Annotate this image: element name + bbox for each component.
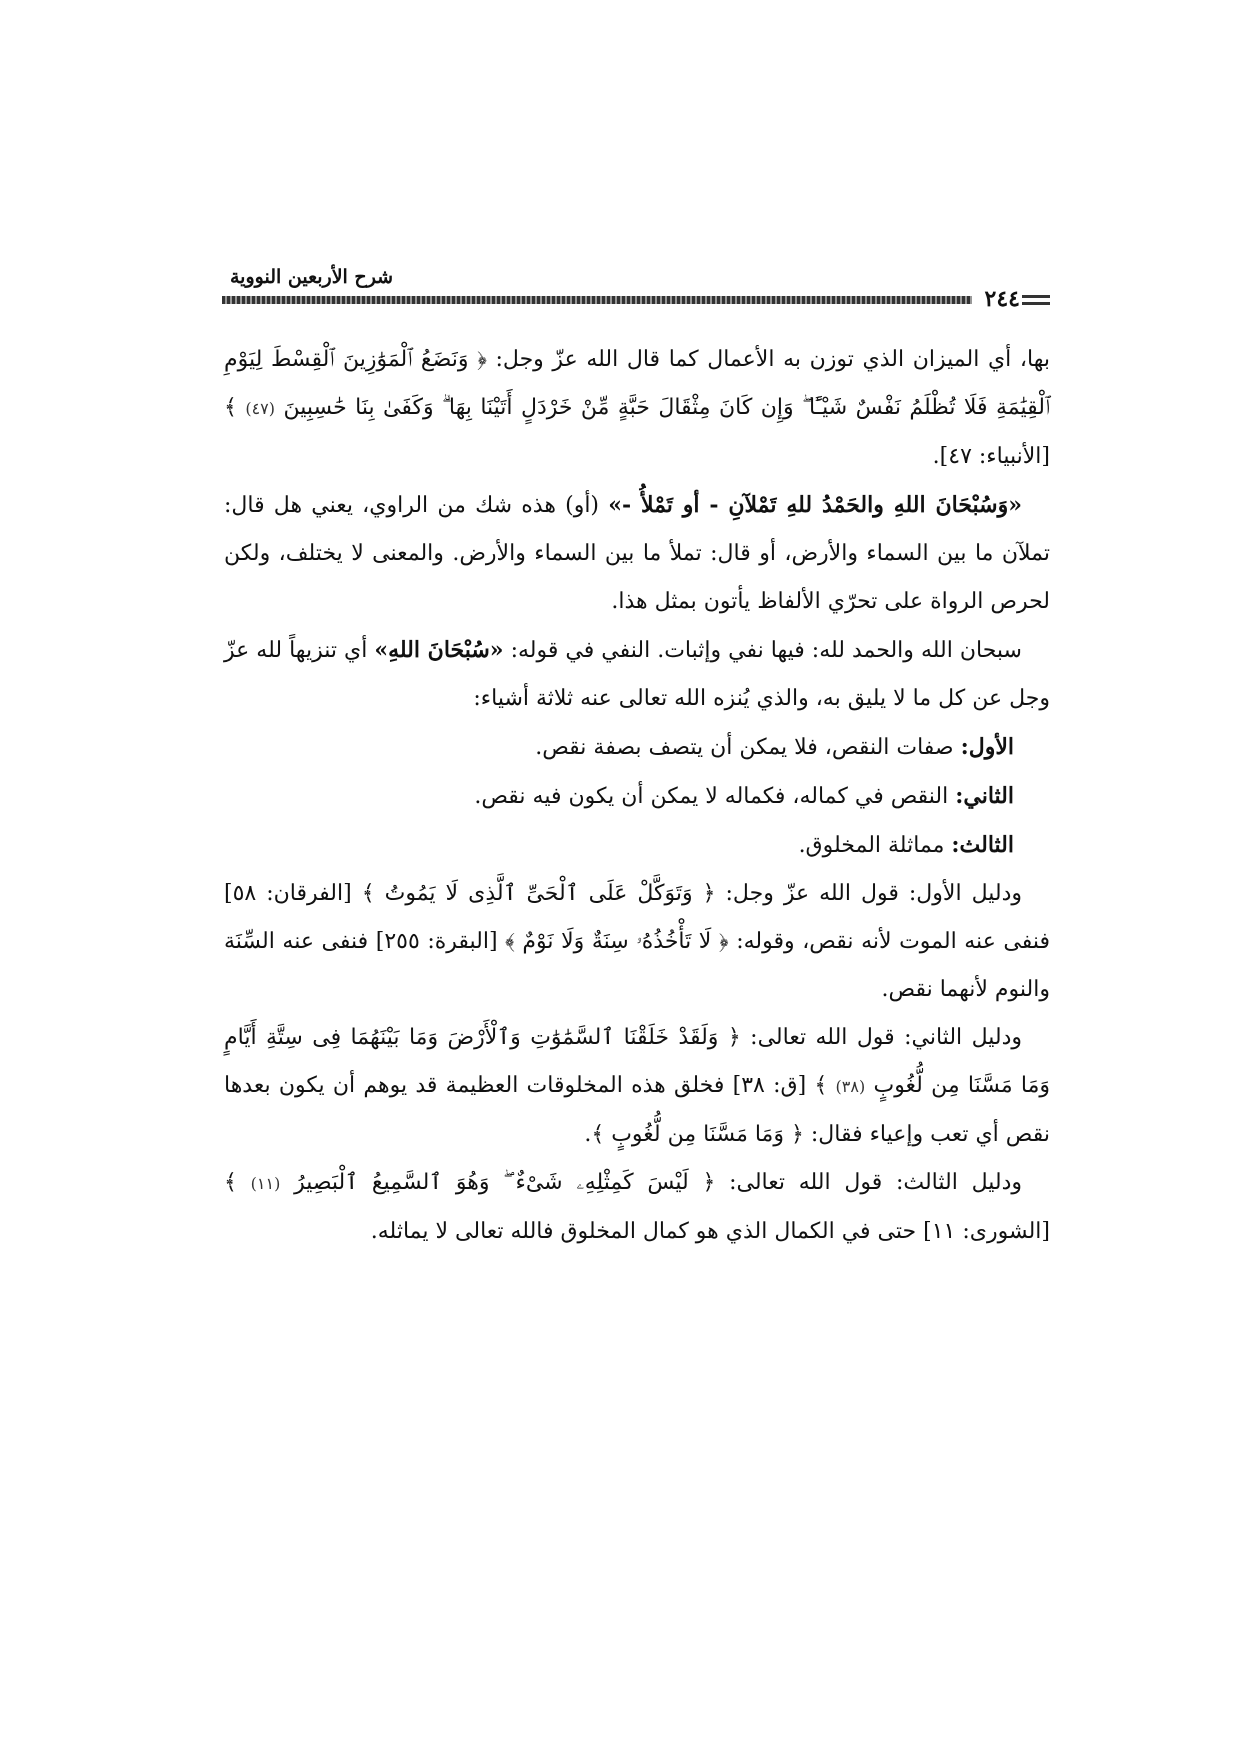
paragraph-third-proof [224, 1159, 1050, 1256]
quran-verse: ﴿ وَنَضَعُ ٱلْمَوَٰزِينَ ٱلْقِسْطَ لِيَوْمِ ٱلْقِيَٰمَةِ فَلَا تُظْلَمُ نَفْسٌ شَيْـًٔا ۖ وَإِن كَانَ مِثْقَالَ حَبَّةٍ مِّنْ خَرْدَلٍ أَتَيْنَا بِهَا ۗ وَكَفَىٰ بِنَا حَٰسِبِينَ [224, 347, 1050, 420]
paragraph-first-proof [224, 870, 1050, 1014]
list-item-label: الثالث: [951, 832, 1014, 858]
paragraph-text: ودليل الثاني: قول الله تعالى: [740, 1025, 1022, 1050]
page-body [224, 336, 1050, 1256]
verse-reference: ﴾ [الشورى: ١١] حتى في الكمال الذي هو كمال المخلوق فالله تعالى لا يماثله. [224, 1170, 1050, 1244]
paragraph-text: . [584, 1122, 592, 1147]
paragraph-subhan-hadith [224, 481, 1050, 626]
quran-verse: ﴿ وَمَا مَسَّنَا مِن لُّغُوبٍ ﴾ [591, 1122, 804, 1147]
paragraph-text: سبحان الله والحمد لله: فيها نفي وإثبات. النفي في قوله: [503, 638, 1022, 663]
book-title: شرح الأربعين النووية [230, 266, 394, 288]
list-item-third [224, 821, 1050, 870]
paragraph-text: ﴾ [ق: ٣٨] فخلق هذه المخلوقات العظيمة قد يوهم أن يكون بعدها نقص أي تعب وإعياء فقال: [224, 1073, 1050, 1147]
paragraph-text: أي تنزيهاً لله عزّ وجل عن كل ما لا يليق به، والذي يُنزه الله تعالى عنه ثلاثة أشياء: [224, 638, 1050, 711]
verse-reference: ﴾ [الأنبياء: ٤٧]. [224, 395, 1050, 469]
header-rule-end-top [1022, 295, 1050, 298]
paragraph-text: ودليل الثالث: قول الله تعالى: [715, 1170, 1022, 1195]
paragraph-mizan [224, 336, 1050, 481]
verse-reference: [البقرة: ٢٥٥] فنفى عنه السِّنَة والنوم لأنهما نقص. [224, 929, 1050, 1002]
list-item-text: صفات النقص، فلا يمكن أن يتصف بصفة نقص. [535, 735, 961, 760]
header-rule [222, 296, 972, 304]
ayah-number: (٣٨) [835, 1077, 866, 1096]
quran-verse: ﴿ وَتَوَكَّلْ عَلَى ٱلْحَىِّ ٱلَّذِى لَا يَمُوتُ ﴾ [361, 881, 716, 906]
list-item-text: النقص في كماله، فكماله لا يمكن أن يكون فيه نقص. [474, 784, 956, 809]
quran-verse: ﴿ لَا تَأْخُذُهُۥ سِنَةٌ وَلَا نَوْمٌ ﴾ [505, 929, 729, 954]
paragraph-tanzih [224, 626, 1050, 723]
page-number: ٢٤٤ [984, 286, 1020, 312]
list-item-label: الثاني: [955, 783, 1014, 809]
list-item-text: مماثلة المخلوق. [798, 833, 952, 858]
paragraph-text: ودليل الأول: قول الله عزّ وجل: [715, 881, 1022, 906]
hadith-quote: «سُبْحَانَ اللهِ» [374, 637, 504, 663]
paragraph-text: بها، أي الميزان الذي توزن به الأعمال كما قال الله عزّ وجل: [486, 347, 1050, 372]
page-header [222, 266, 1050, 314]
hadith-quote: «وَسُبْحَانَ اللهِ والحَمْدُ للهِ تَمْلآنِ - أو تَمْلأُ -» [608, 492, 1022, 518]
quran-verse: ﴿ وَلَقَدْ خَلَقْنَا ٱلسَّمَٰوَٰتِ وَٱلْأَرْضَ وَمَا بَيْنَهُمَا فِى سِتَّةِ أَيَّامٍ وَمَا مَسَّنَا مِن لُّغُوبٍ [224, 1025, 1051, 1098]
list-item-first [224, 723, 1050, 772]
list-item-second [224, 772, 1050, 821]
quran-verse: ﴿ لَيْسَ كَمِثْلِهِۦ شَىْءٌ ۖ وَهُوَ ٱلسَّمِيعُ ٱلْبَصِيرُ [280, 1170, 716, 1195]
list-item-label: الأول: [960, 734, 1014, 760]
paragraph-second-proof [224, 1014, 1050, 1159]
ayah-number: (٤٧) [245, 399, 276, 418]
paragraph-text: (أو) هذه شك من الراوي، يعني هل قال: تملآن ما بين السماء والأرض، أو قال: تملأ ما بين السماء والأرض. والمعنى لا يختلف، ولكن لحرص الرواة على تحرّي الألفاظ يأتون بمثل هذا. [224, 493, 1050, 614]
paragraph-text: [الفرقان: ٥٨] فنفى عنه الموت لأنه نقص، وقوله: [224, 881, 1050, 954]
ayah-number: (١١) [250, 1174, 281, 1193]
header-rule-end-bottom [1022, 302, 1050, 305]
